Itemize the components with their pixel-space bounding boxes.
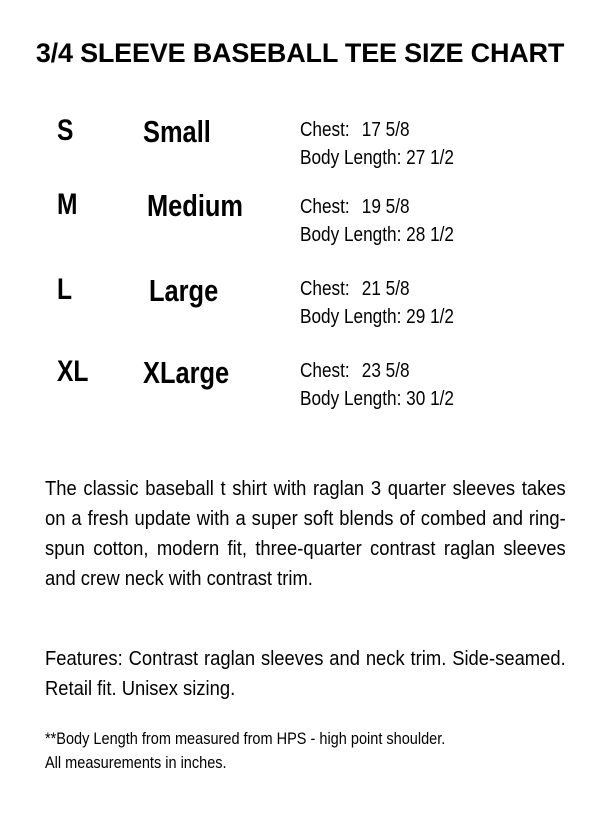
chest-label: Chest: xyxy=(300,360,350,382)
body-length-label: Body Length: xyxy=(300,306,402,328)
body-length-label: Body Length: xyxy=(300,147,402,169)
chest-value: 23 5/8 xyxy=(361,360,410,382)
product-features: Features: Contrast raglan sleeves and neck trim. Side-seamed. Retail fit. Unisex sizing. xyxy=(45,648,566,700)
chest-label: Chest: xyxy=(300,119,350,141)
chest-label: Chest: xyxy=(300,278,350,300)
size-code: L xyxy=(57,273,73,306)
body-length-value: 30 1/2 xyxy=(406,388,454,410)
measurement-notes xyxy=(45,727,445,775)
chest-value: 17 5/8 xyxy=(361,119,410,141)
body-length-value: 28 1/2 xyxy=(406,224,454,246)
size-name: Large xyxy=(149,273,219,308)
body-length-label: Body Length: xyxy=(300,388,402,410)
chest-value: 19 5/8 xyxy=(361,196,410,218)
size-row-xlarge xyxy=(0,347,600,417)
size-name: Medium xyxy=(147,188,244,223)
body-length-label: Body Length: xyxy=(300,224,402,246)
size-code: M xyxy=(57,188,78,221)
size-name: XLarge xyxy=(143,355,230,390)
note-line-2: All measurements in inches. xyxy=(45,754,227,772)
size-measurements xyxy=(300,275,454,331)
note-line-1: **Body Length from measured from HPS - high point shoulder. xyxy=(45,730,446,748)
body-length-value: 29 1/2 xyxy=(406,306,454,328)
product-description: The classic baseball t shirt with raglan 3 quarter sleeves takes on a fresh update with a super soft blends of combed and ring-spun cotton, modern fit, three-quarter contrast raglan sleeves and crew neck with contrast trim. xyxy=(45,478,566,590)
size-measurements xyxy=(300,193,454,249)
size-code: S xyxy=(57,114,74,147)
chest-value: 21 5/8 xyxy=(361,278,410,300)
body-length-value: 27 1/2 xyxy=(406,147,454,169)
size-code: XL xyxy=(57,355,89,388)
chest-label: Chest: xyxy=(300,196,350,218)
size-measurements xyxy=(300,116,454,172)
size-row-medium xyxy=(0,180,600,250)
size-row-large xyxy=(0,265,600,335)
size-row-small xyxy=(0,106,600,176)
size-measurements xyxy=(300,357,454,413)
size-name: Small xyxy=(143,114,211,149)
page-title: 3/4 SLEEVE BASEBALL TEE SIZE CHART xyxy=(35,38,565,68)
